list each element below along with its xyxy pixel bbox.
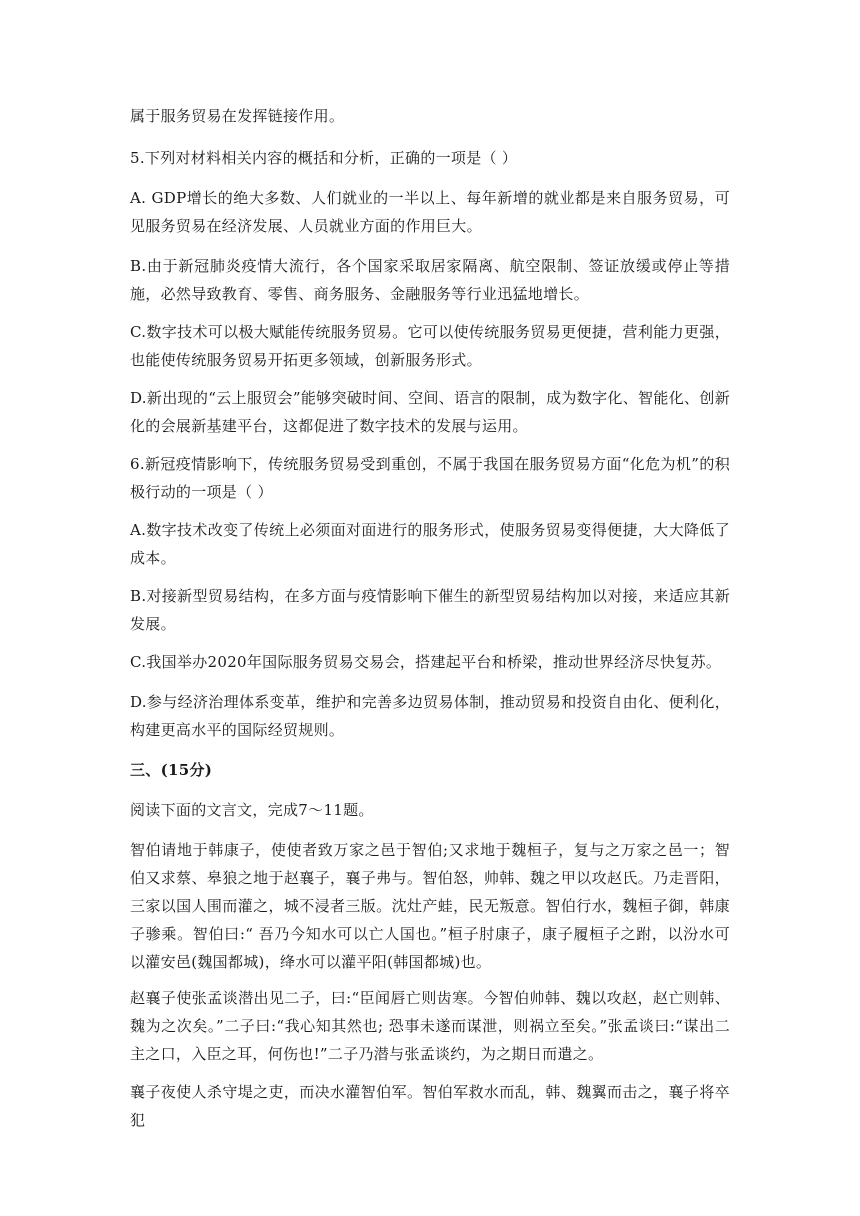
- question-6-option-a: A.数字技术改变了传统上必须面对面进行的服务形式，使服务贸易变得便捷，大大降低了成本。: [130, 521, 730, 567]
- classical-passage-paragraph-1: 智伯请地于韩康子，使使者致万家之邑于智伯;又求地于魏桓子，复与之万家之邑一；智伯又求蔡、皋狼之地于赵襄子，襄子弗与。智伯怒，帅韩、魏之甲以攻赵氏。乃走晋阳，三家以国人围而灌之，城不浸者三版。沈灶产蛙，民无叛意。智伯行水，魏桓子御，韩康子骖乘。智伯曰:“ 吾乃今知水可以亡人国也。”桓子肘康子，康子履桓子之跗，以汾水可以灌安邑(魏国都城)，绛水可以灌平阳(韩国都城)也。: [130, 841, 730, 971]
- question-6-option-b: B.对接新型贸易结构，在多方面与疫情影响下催生的新型贸易结构加以对接，来适应其新发展。: [130, 587, 730, 633]
- question-5-option-b: B.由于新冠肺炎疫情大流行，各个国家采取居家隔离、航空限制、签证放缓或停止等措施，必然导致教育、零售、商务服务、金融服务等行业迅猛地增长。: [130, 257, 730, 303]
- classical-passage-paragraph-2: 赵襄子使张孟谈潜出见二子，曰:“臣闻唇亡则齿寒。今智伯帅韩、魏以攻赵，赵亡则韩、魏为之次矣。”二子曰:“我心知其然也; 恐事未遂而谋泄，则祸立至矣。”张孟谈曰:“谋出二主之口，入臣之耳，何伤也!”二子乃潜与张孟谈约，为之期日而遣之。: [130, 989, 730, 1063]
- reading-instruction: 阅读下面的文言文，完成7～11题。: [130, 801, 374, 819]
- question-5-option-c: C.数字技术可以极大赋能传统服务贸易。它可以使传统服务贸易更便捷，营利能力更强，也能使传统服务贸易开拓更多领域，创新服务形式。: [130, 323, 730, 369]
- paragraph-continuation: 属于服务贸易在发挥链接作用。: [130, 107, 345, 125]
- question-5-option-a: A. GDP增长的绝大多数、人们就业的一半以上、每年新增的就业都是来自服务贸易，可见服务贸易在经济发展、人员就业方面的作用巨大。: [130, 189, 730, 235]
- question-6-option-c: C.我国举办2020年国际服务贸易交易会，搭建起平台和桥梁，推动世界经济尽快复苏。: [130, 653, 722, 671]
- question-5: 5.下列对材料相关内容的概括和分析，正确的一项是（ ）: [130, 149, 518, 167]
- classical-passage-paragraph-3: 襄子夜使人杀守堤之吏，而决水灌智伯军。智伯军救水而乱，韩、魏翼而击之，襄子将卒犯: [130, 1083, 730, 1129]
- question-6-option-d: D.参与经济治理体系变革，维护和完善多边贸易体制，推动贸易和投资自由化、便利化，构建更高水平的国际经贸规则。: [130, 693, 730, 739]
- section-heading: 三、(15分): [130, 761, 213, 779]
- question-6: 6.新冠疫情影响下，传统服务贸易受到重创，不属于我国在服务贸易方面“化危为机”的积极行动的一项是（ ）: [130, 455, 730, 501]
- question-5-option-d: D.新出现的“云上服贸会”能够突破时间、空间、语言的限制，成为数字化、智能化、创新化的会展新基建平台，这都促进了数字技术的发展与运用。: [130, 389, 730, 435]
